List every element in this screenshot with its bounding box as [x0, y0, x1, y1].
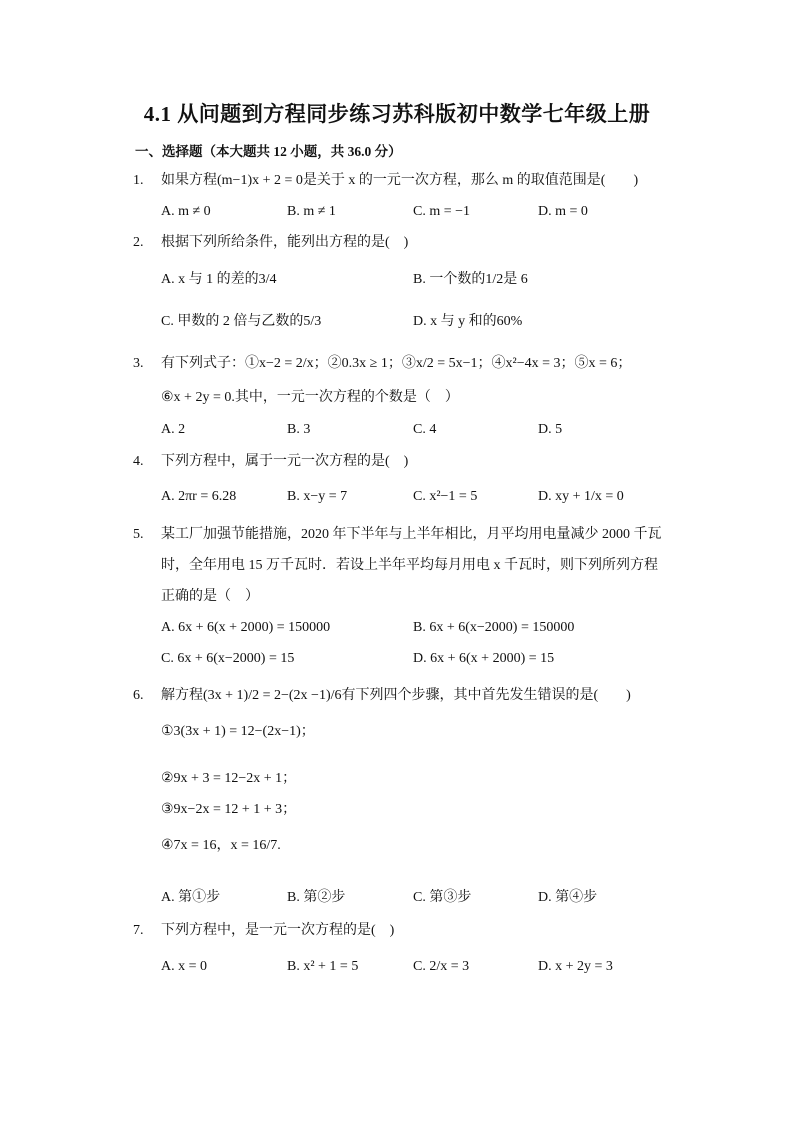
question-number: 6.	[133, 688, 144, 703]
option-a: A. 6x + 6(x + 2000) = 150000	[161, 620, 331, 635]
option-a: A. 2	[161, 422, 186, 437]
option-c: C. 4	[413, 422, 437, 437]
question-stem-line-2: 时，全年用电 15 万千瓦时．若设上半年平均每月用电 x 千瓦时，则下列所列方程	[161, 558, 658, 573]
option-b: B. 3	[287, 422, 311, 437]
option-a: A. 第①步	[161, 890, 221, 905]
question-number: 5.	[133, 527, 144, 542]
option-c: C. 第③步	[413, 890, 472, 905]
question-number: 2.	[133, 235, 144, 250]
page-title: 4.1 从问题到方程同步练习苏科版初中数学七年级上册	[143, 102, 651, 126]
question-number: 4.	[133, 454, 144, 469]
question-stem-line-1: 某工厂加强节能措施，2020 年下半年与上半年相比，月平均用电量减少 2000 千瓦	[161, 527, 662, 542]
question-number: 1.	[133, 173, 144, 188]
solution-step-3: ③9x−2x = 12 + 1 + 3；	[161, 802, 297, 817]
option-a: A. m ≠ 0	[161, 204, 211, 219]
option-a: A. x = 0	[161, 959, 208, 974]
solution-step-4: ④7x = 16，x = 16/7.	[161, 838, 281, 853]
question-stem: 下列方程中，属于一元一次方程的是( )	[161, 454, 409, 469]
option-b: B. 第②步	[287, 890, 346, 905]
solution-step-1: ①3(3x + 1) = 12−(2x−1)；	[161, 724, 315, 739]
question-stem-line-2: ⑥x + 2y = 0.其中，一元一次方程的个数是（ ）	[161, 390, 459, 405]
question-stem-line-3: 正确的是（ ）	[161, 589, 259, 604]
option-b: B. m ≠ 1	[287, 204, 336, 219]
question-number: 3.	[133, 356, 144, 371]
question-stem: 解方程(3x + 1)/2 = 2−(2x −1)/6有下列四个步骤，其中首先发生错误的是( )	[161, 688, 631, 703]
option-b: B. x−y = 7	[287, 489, 348, 504]
option-b: B. x² + 1 = 5	[287, 959, 359, 974]
option-d: D. x 与 y 和的60%	[413, 314, 523, 329]
option-a: A. x 与 1 的差的3/4	[161, 272, 277, 287]
option-c: C. x²−1 = 5	[413, 489, 478, 504]
option-d: D. xy + 1/x = 0	[538, 489, 624, 504]
option-d: D. 5	[538, 422, 563, 437]
option-c: C. 6x + 6(x−2000) = 15	[161, 651, 295, 666]
option-d: D. m = 0	[538, 204, 588, 219]
option-c: C. 甲数的 2 倍与乙数的5/3	[161, 314, 322, 329]
question-stem: 下列方程中，是一元一次方程的是( )	[161, 923, 395, 938]
section-heading: 一、选择题（本大题共 12 小题，共 36.0 分）	[135, 144, 402, 159]
question-stem: 如果方程(m−1)x + 2 = 0是关于 x 的一元一次方程，那么 m 的取值范围是( )	[161, 173, 639, 188]
option-d: D. x + 2y = 3	[538, 959, 613, 974]
option-b: B. 6x + 6(x−2000) = 150000	[413, 620, 575, 635]
question-stem: 根据下列所给条件，能列出方程的是( )	[161, 235, 409, 250]
option-c: C. m = −1	[413, 204, 471, 219]
option-a: A. 2πr = 6.28	[161, 489, 237, 504]
option-d: D. 6x + 6(x + 2000) = 15	[413, 651, 555, 666]
question-stem-line-1: 有下列式子：①x−2 = 2/x；②0.3x ≥ 1；③x/2 = 5x−1；④x²−4x = 3；⑤x = 6；	[161, 356, 632, 371]
question-number: 7.	[133, 923, 144, 938]
solution-step-2: ②9x + 3 = 12−2x + 1；	[161, 771, 297, 786]
option-d: D. 第④步	[538, 890, 598, 905]
option-c: C. 2/x = 3	[413, 959, 470, 974]
option-b: B. 一个数的1/2是 6	[413, 272, 528, 287]
